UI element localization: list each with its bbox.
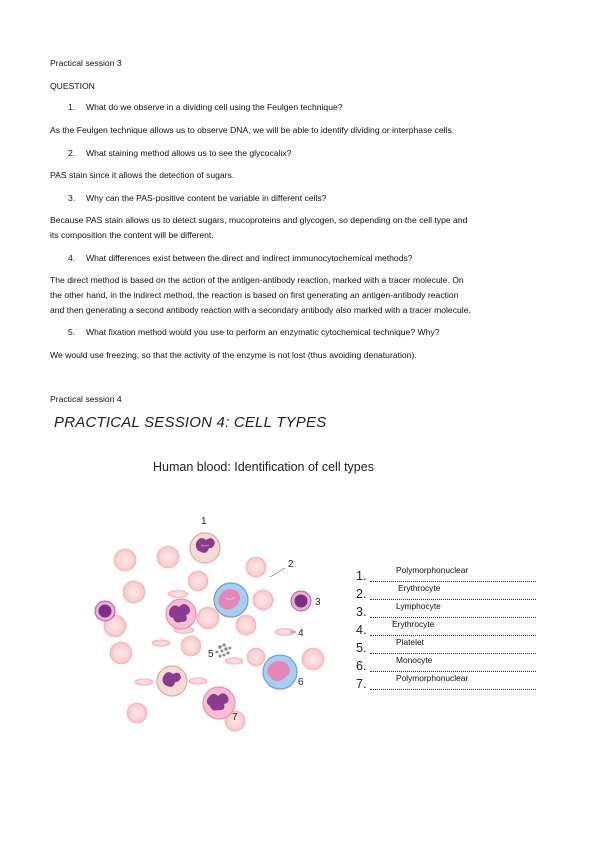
legend-answer: Monocyte <box>396 655 433 665</box>
legend-answer: Erythrocyte <box>398 583 441 593</box>
question-4-text: What differences exist between the direct and indirect immunocytochemical methods? <box>86 253 413 263</box>
legend-number: 5. <box>356 641 367 655</box>
question-1 <box>68 101 343 113</box>
erythrocyte-side <box>168 591 188 598</box>
legend-answer: Polymorphonuclear <box>396 565 469 575</box>
legend-row-3 <box>356 602 536 620</box>
question-2-text: What staining method allows us to see the glycocalix? <box>86 148 292 158</box>
question-5 <box>68 326 439 338</box>
legend-answer: Polymorphonuclear <box>396 673 469 683</box>
figure-label-4: 4 <box>298 628 304 639</box>
figure-label-3: 3 <box>315 597 321 608</box>
erythrocyte <box>197 607 219 629</box>
figure-label-6: 6 <box>298 677 304 688</box>
answer-5: We would use freezing, so that the activity of the enzyme is not lost (thus avoiding denaturation). <box>50 350 417 360</box>
figure-label-5: 5 <box>208 649 214 660</box>
question-label: QUESTION <box>50 81 95 91</box>
legend-answer: Platelet <box>396 637 424 647</box>
erythrocyte <box>188 571 208 591</box>
question-1-number: 1. <box>68 102 76 112</box>
session3-heading: Practical session 3 <box>50 58 122 68</box>
legend-row-4 <box>356 620 536 638</box>
legend-dotted-line <box>370 609 536 618</box>
legend-number: 7. <box>356 677 367 691</box>
question-2 <box>68 147 291 159</box>
legend-number: 4. <box>356 623 367 637</box>
figure-title: PRACTICAL SESSION 4: CELL TYPES <box>54 414 327 431</box>
legend-dotted-line <box>370 645 536 654</box>
figure-label-2: 2 <box>288 559 294 570</box>
erythrocyte <box>236 615 256 635</box>
erythrocyte <box>246 557 266 577</box>
answer-2: PAS stain since it allows the detection of sugars. <box>50 170 235 180</box>
erythrocyte-side <box>135 679 153 685</box>
legend-answer: Lymphocyte <box>396 601 441 611</box>
answer-3-line-2: its composition the content will be different. <box>50 230 214 240</box>
legend-number: 1. <box>356 569 367 583</box>
legend-row-1 <box>356 566 536 584</box>
answer-3-line-1: Because PAS stain allows us to detect sugars, mucoproteins and glycogen, so depending on the cell type and <box>50 215 468 225</box>
erythrocyte <box>253 590 273 610</box>
cell-lymphocyte-left <box>95 601 115 621</box>
legend-dotted-line <box>370 591 536 600</box>
legend-number: 3. <box>356 605 367 619</box>
cell-3-lymphocyte <box>291 591 311 611</box>
erythrocyte <box>123 581 145 603</box>
cell-lymphocyte-blue-top <box>214 583 248 617</box>
cell-7-polymorphonuclear <box>203 687 235 719</box>
legend-dotted-line <box>370 663 536 672</box>
question-3-text: Why can the PAS-positive content be variable in different cells? <box>86 193 327 203</box>
question-3 <box>68 192 326 204</box>
figure-label-1: 1 <box>201 516 207 527</box>
question-5-number: 5. <box>68 327 76 337</box>
erythrocyte <box>110 642 132 664</box>
cell-type-legend <box>356 566 536 692</box>
figure-subtitle: Human blood: Identification of cell types <box>153 460 374 474</box>
question-2-number: 2. <box>68 148 76 158</box>
figure-label-7: 7 <box>232 712 238 723</box>
erythrocyte <box>302 648 324 670</box>
legend-number: 6. <box>356 659 367 673</box>
answer-4-line-3: and then generating a second antibody reaction with a secondary antibody also marked with a tracer molecule. <box>50 305 471 315</box>
erythrocyte <box>247 648 265 666</box>
session4-heading: Practical session 4 <box>50 394 122 404</box>
question-4-number: 4. <box>68 253 76 263</box>
cell-1-polymorphonuclear <box>190 533 220 563</box>
cell-polymorphonuclear-bottom-left <box>157 666 187 696</box>
legend-row-7 <box>356 674 536 692</box>
question-5-text: What fixation method would you use to perform an enzymatic cytochemical technique? Why? <box>86 327 440 337</box>
answer-4-line-2: the other hand, in the indirect method, the reaction is based on first generating an antigen-antibody reaction <box>50 290 459 300</box>
erythrocyte <box>114 549 136 571</box>
legend-row-5 <box>356 638 536 656</box>
erythrocyte <box>157 546 179 568</box>
legend-row-2 <box>356 584 536 602</box>
blood-smear-figure <box>80 505 330 750</box>
cell-6-monocyte <box>263 655 297 689</box>
legend-answer: Erythrocyte <box>392 619 435 629</box>
cell-5-platelets <box>216 643 232 657</box>
question-1-text: What do we observe in a dividing cell using the Feulgen technique? <box>86 102 343 112</box>
erythrocyte <box>181 636 201 656</box>
erythrocyte-side <box>225 658 243 664</box>
legend-number: 2. <box>356 587 367 601</box>
question-3-number: 3. <box>68 193 76 203</box>
question-4 <box>68 252 413 264</box>
legend-row-6 <box>356 656 536 674</box>
answer-1: As the Feulgen technique allows us to observe DNA, we will be able to identify dividing or interphase cells. <box>50 125 455 135</box>
answer-4-line-1: The direct method is based on the action of the antigen-antibody reaction, marked with a tracer molecule. On <box>50 275 464 285</box>
erythrocyte-side <box>152 640 170 646</box>
erythrocyte-side <box>189 678 207 684</box>
erythrocyte <box>127 703 147 723</box>
cell-polymorphonuclear-center <box>166 599 196 629</box>
